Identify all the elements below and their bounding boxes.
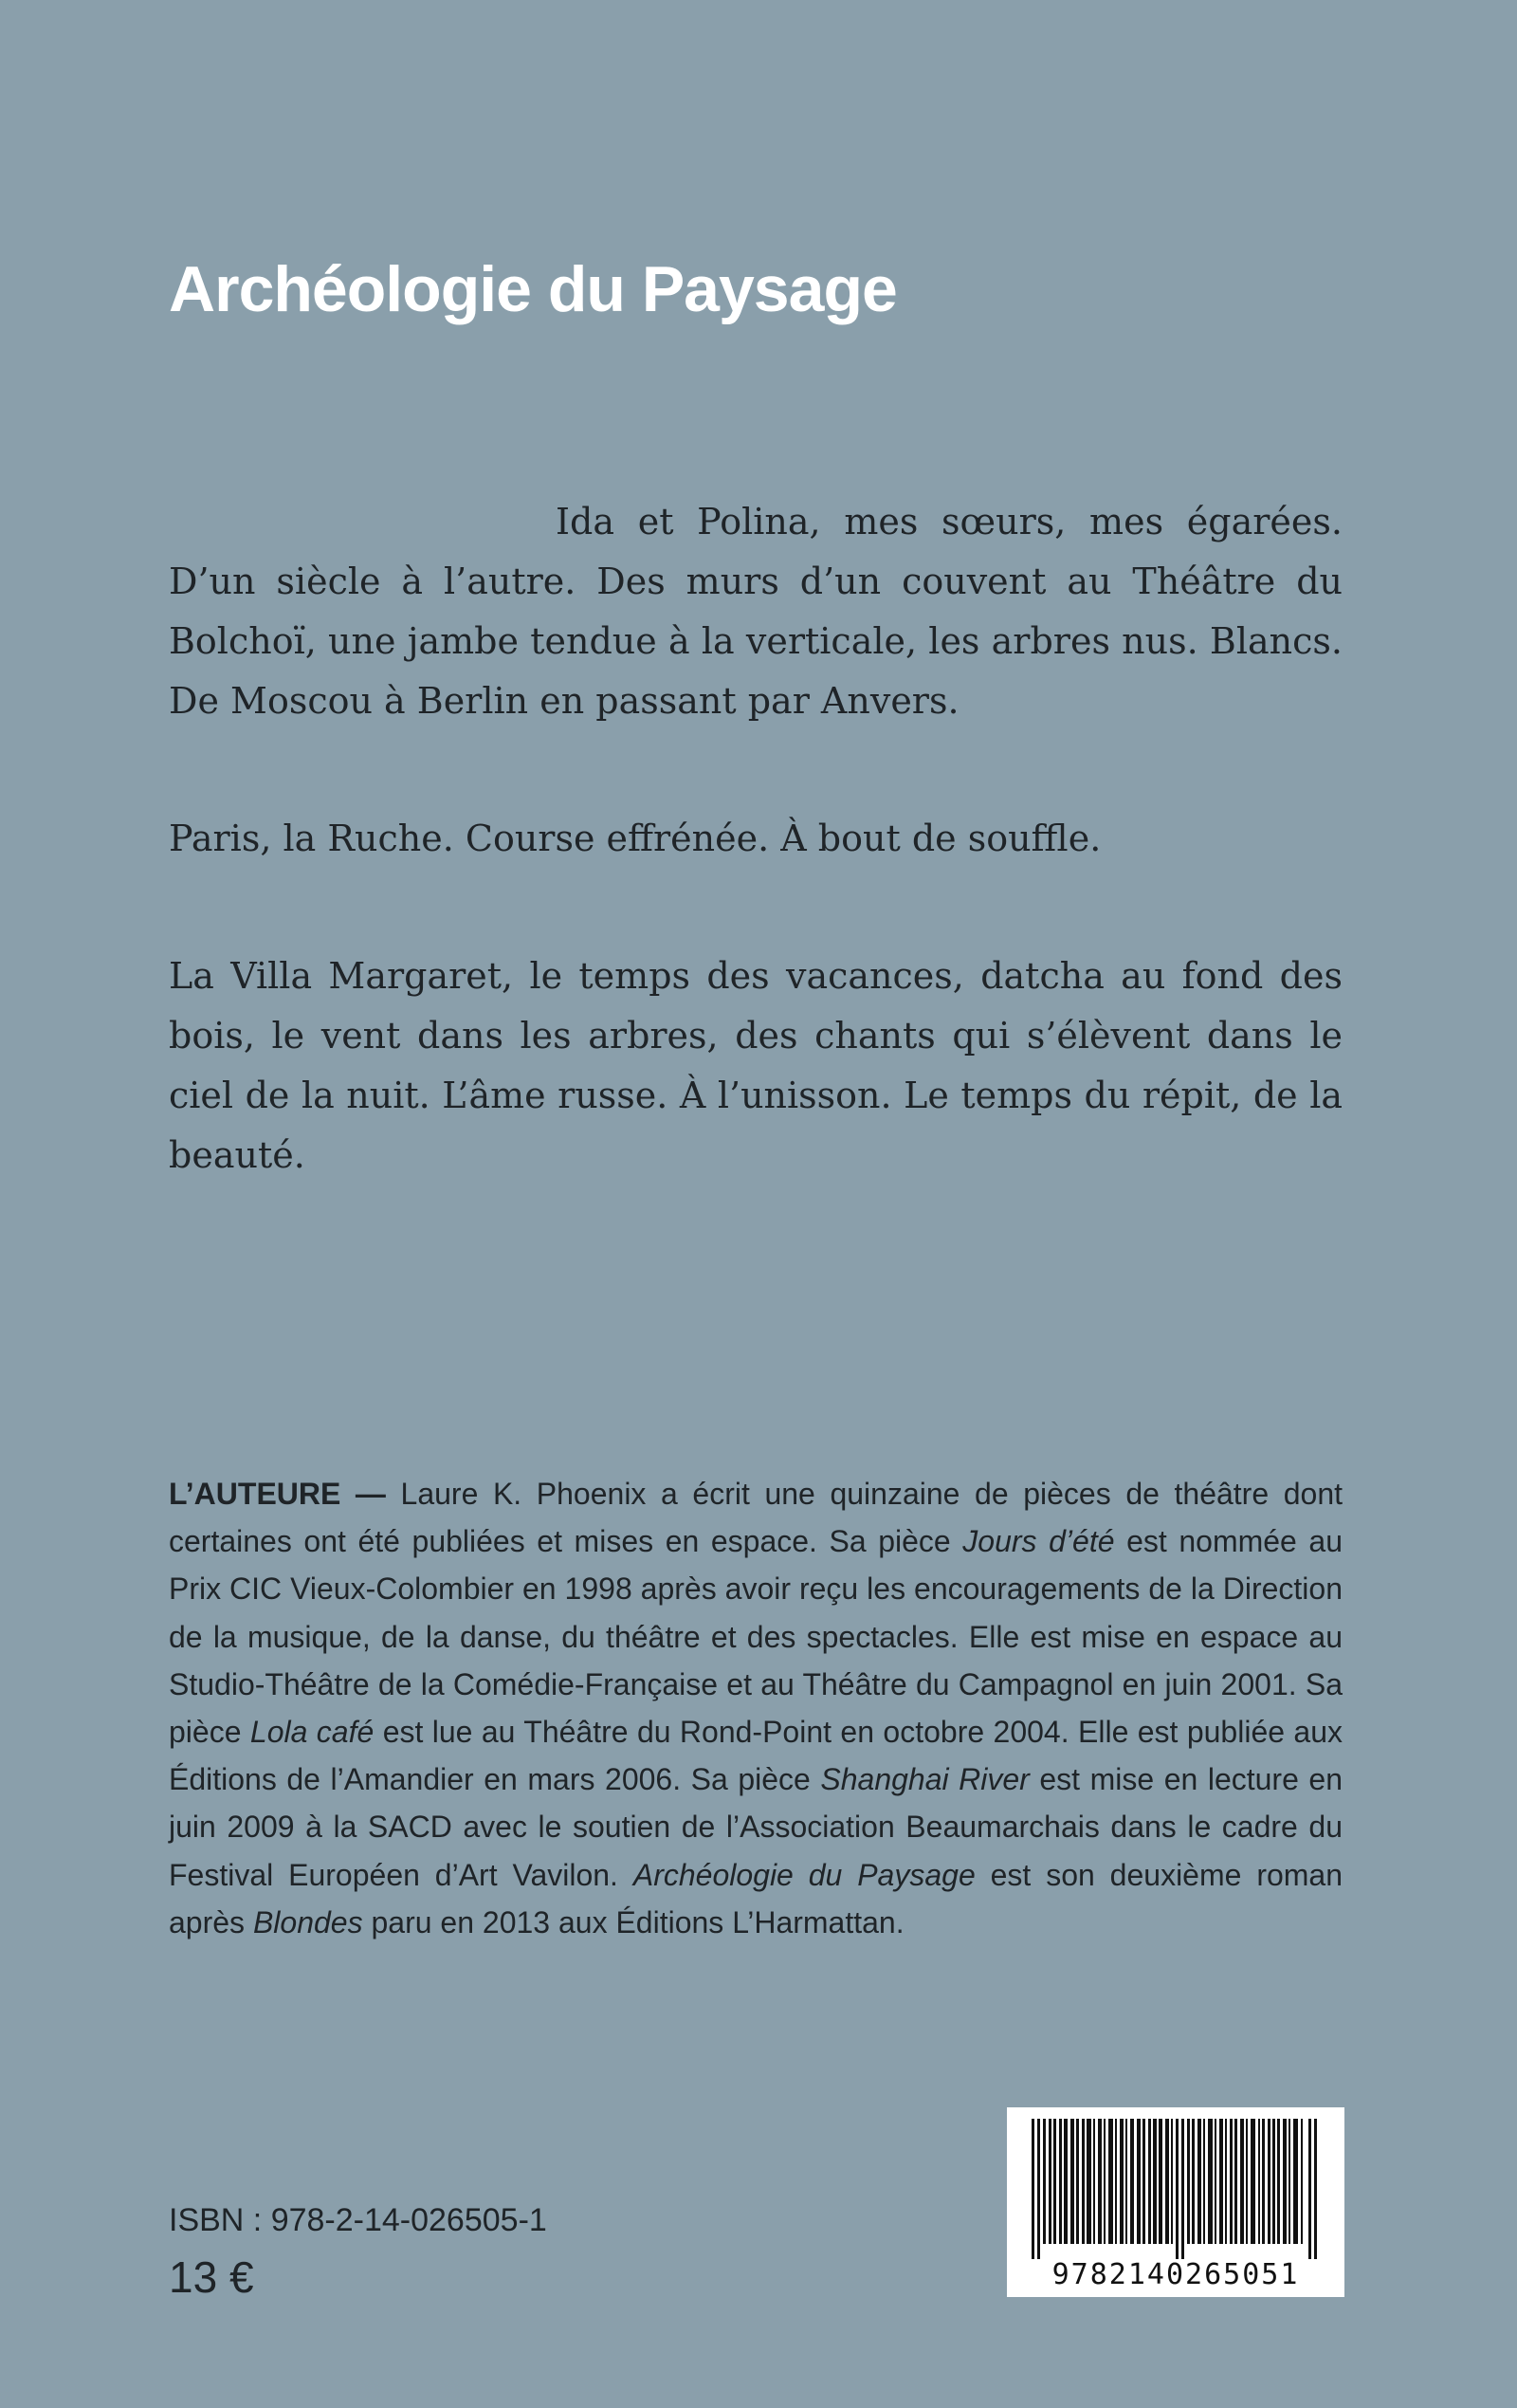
- barcode-bar: [1165, 2119, 1169, 2244]
- barcode-bar: [1137, 2119, 1141, 2244]
- blurb-paragraph-1: Ida et Polina, mes sœurs, mes égarées. D’un siècle à l’autre. Des murs d’un couvent au Théâtre du Bolchoï, une jambe tendue à la verticale, les arbres nus. Blancs. De Moscou à Berlin en passant par Anvers.: [169, 501, 1343, 722]
- barcode-bar: [1197, 2119, 1201, 2244]
- work-title: Blondes: [252, 1904, 363, 1939]
- barcode-bar: [1268, 2119, 1270, 2244]
- barcode-bar: [1053, 2119, 1056, 2244]
- barcode-bar: [1262, 2119, 1265, 2244]
- barcode-bar: [1246, 2119, 1248, 2244]
- barcode-bar: [1087, 2119, 1091, 2244]
- barcode-bar: [1258, 2119, 1260, 2244]
- barcode-bar: [1251, 2119, 1255, 2244]
- barcode-bar: [1043, 2119, 1046, 2244]
- price: 13 €: [169, 2252, 254, 2302]
- barcode-bar: [1070, 2119, 1074, 2244]
- barcode-bar: [1289, 2119, 1290, 2244]
- barcode-bar: [1037, 2119, 1040, 2259]
- barcode-bar: [1153, 2119, 1157, 2244]
- barcode-bar: [1277, 2119, 1280, 2244]
- barcode-bar: [1064, 2119, 1068, 2244]
- barcode-digits: 9782140265051: [1051, 2258, 1300, 2291]
- barcode-bar: [1159, 2119, 1162, 2244]
- barcode-bar: [1225, 2119, 1227, 2244]
- author-bio-text: est nommée au Prix CIC Vieux-Colombier en 1998 après avoir reçu les encouragements de la Direction de la musique, de la danse, du théâtre et des spectacles. Elle est mise en espace au Studio-Théâtre de la Comédie-Française et au Théâtre du Campagnol en juin 2001. Sa pièce: [169, 1524, 1343, 1750]
- author-bio-text: est lue au Théâtre du Rond-Point en octobre 2004. Elle est publiée aux Éditions de l’Amandier en mars 2006. Sa pièce: [169, 1715, 1343, 1797]
- author-bio-text: Laure K. Phoenix a écrit une quinzaine de pièces de théâtre dont certaines ont été publiées et mises en espace. Sa pièce: [169, 1477, 1343, 1559]
- author-bio-text: est mise en lecture en juin 2009 à la SACD avec le soutien de l’Association Beaumarchais dans le cadre du Festival Européen d’Art Vavilon.: [169, 1762, 1343, 1892]
- barcode-bar: [1176, 2119, 1179, 2259]
- author-label: L’AUTEURE —: [169, 1477, 386, 1511]
- author-bio: [169, 1470, 1343, 1946]
- barcode-bar: [1125, 2119, 1127, 2244]
- isbn: ISBN : 978-2-14-026505-1: [169, 2202, 547, 2238]
- barcode-bar: [1192, 2119, 1195, 2244]
- barcode-bar: [1104, 2119, 1106, 2244]
- barcode-bar: [1293, 2119, 1298, 2244]
- barcode-bar: [1059, 2119, 1062, 2244]
- barcode-bar: [1120, 2119, 1124, 2244]
- barcode-bar: [1308, 2119, 1311, 2259]
- barcode-bar: [1314, 2119, 1317, 2259]
- work-title: Lola café: [249, 1715, 375, 1750]
- barcode-bar: [1108, 2119, 1113, 2244]
- barcode-bars: [1007, 2107, 1344, 2259]
- work-title: Archéologie du Paysage: [632, 1857, 976, 1892]
- barcode-bar: [1076, 2119, 1079, 2244]
- barcode-bar: [1181, 2119, 1184, 2259]
- barcode-bar: [1301, 2119, 1303, 2244]
- barcode-bar: [1234, 2119, 1237, 2244]
- barcode-bar: [1187, 2119, 1190, 2244]
- work-title: Shanghai River: [820, 1762, 1030, 1797]
- barcode-bar: [1208, 2119, 1213, 2244]
- author-bio-text: est son deuxième roman après: [169, 1857, 1343, 1939]
- barcode-bar: [1148, 2119, 1151, 2244]
- barcode-bar: [1215, 2119, 1216, 2244]
- barcode-bar: [1082, 2119, 1085, 2244]
- author-bio-text: paru en 2013 aux Éditions L’Harmattan.: [362, 1904, 905, 1939]
- barcode-bar: [1049, 2119, 1051, 2244]
- barcode-bar: [1142, 2119, 1145, 2244]
- barcode-bar: [1130, 2119, 1134, 2244]
- barcode-bar: [1098, 2119, 1102, 2244]
- barcode-bar: [1283, 2119, 1287, 2244]
- barcode-bar: [1115, 2119, 1117, 2244]
- barcode-bar: [1272, 2119, 1275, 2244]
- book-title: Archéologie du Paysage: [169, 253, 897, 325]
- barcode-bar: [1032, 2119, 1034, 2259]
- blurb-paragraph-2: Paris, la Ruche. Course effrénée. À bout de souffle.: [169, 818, 1102, 859]
- work-title: Jours d’été: [962, 1524, 1115, 1559]
- barcode-bar: [1093, 2119, 1095, 2244]
- barcode-bar: [1171, 2119, 1173, 2244]
- barcode: [1007, 2107, 1344, 2297]
- barcode-bar: [1203, 2119, 1205, 2244]
- barcode-bar: [1240, 2119, 1244, 2244]
- blurb-paragraph-3: La Villa Margaret, le temps des vacances, datcha au fond des bois, le vent dans les arbres, des chants qui s’élèvent dans le ciel de la nuit. L’âme russe. À l’unisson. Le temps du répit, de la beauté.: [169, 955, 1343, 1176]
- barcode-bar: [1230, 2119, 1233, 2244]
- barcode-bar: [1219, 2119, 1223, 2244]
